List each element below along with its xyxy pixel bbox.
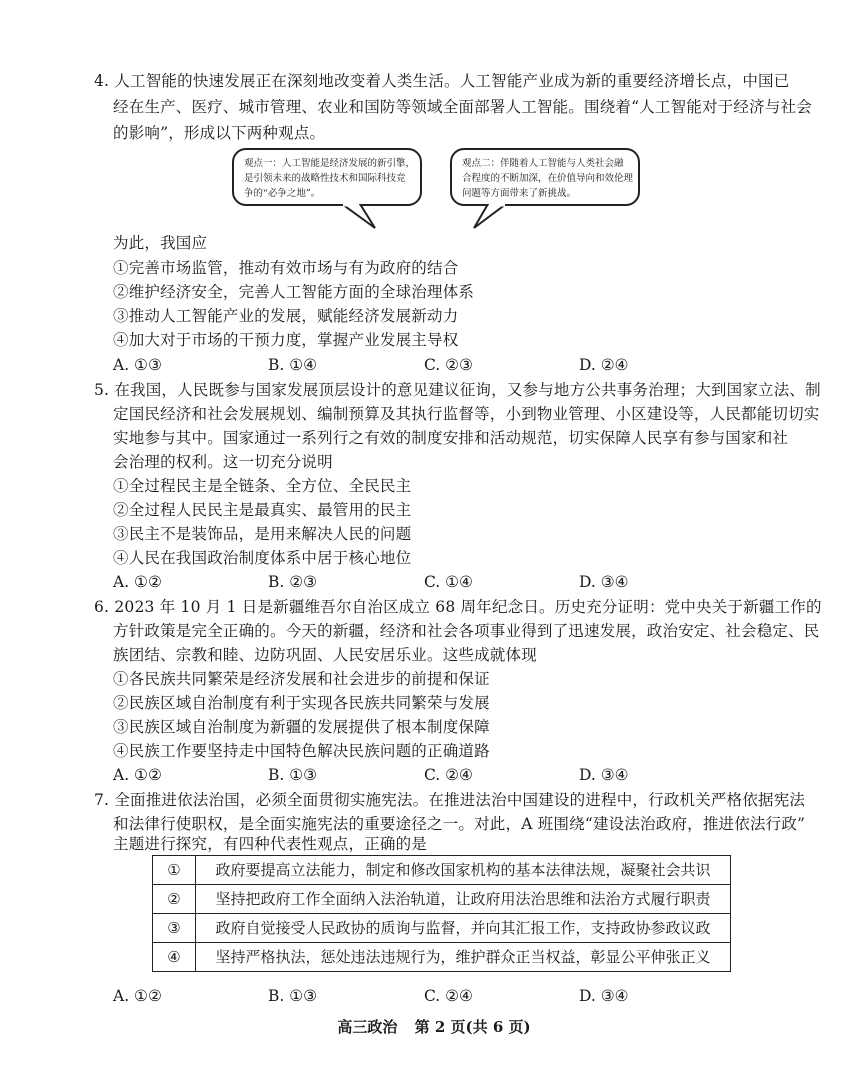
table-row-num: ③ [153, 914, 196, 943]
table-row-text: 坚持严格执法，惩处违法违规行为，维护群众正当权益，彰显公平伸张正义 [196, 943, 731, 972]
q5-stem-line-4: 会治理的权利。这一切充分说明 [113, 453, 333, 471]
footer-page-number: 第 2 页(共 6 页) [414, 1018, 531, 1036]
q4-options [113, 353, 733, 377]
viewpoint-2-line-3: 问题等方面带来了新挑战。 [462, 188, 577, 199]
q7-option-d[interactable]: D. ③④ [579, 987, 629, 1005]
q5-item-1: ①全过程民主是全链条、全方位、全民民主 [113, 477, 412, 495]
q5-options [113, 570, 733, 594]
q4-option-c[interactable]: C. ②③ [424, 356, 473, 374]
table-row [153, 914, 731, 943]
q4-option-d[interactable]: D. ②④ [579, 356, 629, 374]
q4-stem-line-3: 的影响”，形成以下两种观点。 [113, 124, 326, 142]
viewpoint-1-tail [340, 204, 380, 230]
table-row [153, 885, 731, 914]
q4-item-3: ③推动人工智能产业的发展，赋能经济发展新动力 [113, 307, 459, 325]
viewpoint-1-line-1: 观点一：人工智能是经济发展的新引擎， [244, 158, 416, 169]
q4-option-a[interactable]: A. ①③ [113, 356, 162, 374]
q7-stem-line-3: 主题进行探究，有四种代表性观点，正确的是 [113, 835, 428, 853]
viewpoint-1-line-2: 是引领未来的战略性技术和国际科技竞 [244, 173, 406, 184]
q7-viewpoints-table [152, 855, 731, 972]
q5-option-a[interactable]: A. ①② [113, 573, 162, 591]
q5-stem-line-3: 实地参与其中。国家通过一系列行之有效的制度安排和活动规范，切实保障人民享有参与国家和社 [113, 429, 789, 447]
table-row-text: 坚持把政府工作全面纳入法治轨道，让政府用法治思维和法治方式履行职责 [196, 885, 731, 914]
q4-stem-line-2: 经在生产、医疗、城市管理、农业和国防等领域全面部署人工智能。围绕着“人工智能对于经济与社会 [113, 98, 812, 116]
q5-stem-line-2: 定国民经济和社会发展规划、编制预算及其执行监督等，小到物业管理、小区建设等，人民都能切切实 [113, 405, 820, 423]
viewpoint-1-line-3: 争的“必争之地”。 [244, 188, 321, 199]
q6-item-2: ②民族区域自治制度有利于实现各民族共同繁荣与发展 [113, 694, 490, 712]
q6-stem-line-2: 方针政策是完全正确的。今天的新疆，经济和社会各项事业得到了迅速发展，政治安定、社会稳定、民 [113, 622, 820, 640]
table-row-num: ④ [153, 943, 196, 972]
q4-lead: 为此，我国应 [113, 234, 208, 252]
q7-option-b[interactable]: B. ①③ [268, 987, 318, 1005]
q6-item-4: ④民族工作要坚持走中国特色解决民族问题的正确道路 [113, 742, 490, 760]
q5-item-4: ④人民在我国政治制度体系中居于核心地位 [113, 549, 412, 567]
table-row-num: ① [153, 856, 196, 885]
q5-item-2: ②全过程人民民主是最真实、最管用的民主 [113, 501, 412, 519]
q5-item-3: ③民主不是装饰品，是用来解决人民的问题 [113, 525, 412, 543]
q4-item-4: ④加大对于市场的干预力度，掌握产业发展主导权 [113, 331, 459, 349]
q5-option-d[interactable]: D. ③④ [579, 573, 629, 591]
q6-stem-line-1: 6. 2023 年 10 月 1 日是新疆维吾尔自治区成立 68 周年纪念日。历史充分证明：党中央关于新疆工作的 [94, 598, 822, 616]
footer-subject: 高三政治 [337, 1018, 398, 1036]
q7-option-c[interactable]: C. ②④ [424, 987, 473, 1005]
q4-item-2: ②维护经济安全，完善人工智能方面的全球治理体系 [113, 283, 475, 301]
viewpoint-2-line-1: 观点二：伴随着人工智能与人类社会融 [462, 158, 624, 169]
q7-option-a[interactable]: A. ①② [113, 987, 162, 1005]
q6-item-3: ③民族区域自治制度为新疆的发展提供了根本制度保障 [113, 718, 490, 736]
viewpoint-1-bubble [232, 148, 422, 206]
q6-options [113, 763, 733, 787]
q4-item-1: ①完善市场监管，推动有效市场与有为政府的结合 [113, 259, 459, 277]
viewpoint-2-bubble [450, 148, 640, 206]
table-row [153, 943, 731, 972]
page-footer [0, 1016, 868, 1037]
q7-stem-line-1: 7. 全面推进依法治国，必须全面贯彻实施宪法。在推进法治中国建设的进程中，行政机关严格依据宪法 [94, 791, 806, 809]
table-row-text: 政府自觉接受人民政协的质询与监督，并向其汇报工作，支持政协参政议政 [196, 914, 731, 943]
viewpoint-2-line-2: 合程度的不断加深，在价值导向和效伦理 [462, 173, 634, 184]
q7-options [113, 984, 733, 1008]
q6-stem-line-3: 族团结、宗教和睦、边防巩固、人民安居乐业。这些成就体现 [113, 646, 537, 664]
table-row-text: 政府要提高立法能力，制定和修改国家机构的基本法律法规，凝聚社会共识 [196, 856, 731, 885]
q4-stem-line-1: 4. 人工智能的快速发展正在深刻地改变着人类生活。人工智能产业成为新的重要经济增长点，中国已 [94, 72, 790, 90]
q5-stem-line-1: 5. 在我国，人民既参与国家发展顶层设计的意见建议征询，又参与地方公共事务治理；大到国家立法、制 [94, 381, 821, 399]
q4-option-b[interactable]: B. ①④ [268, 356, 318, 374]
table-row-num: ② [153, 885, 196, 914]
q6-option-c[interactable]: C. ②④ [424, 766, 473, 784]
q6-option-b[interactable]: B. ①③ [268, 766, 318, 784]
q6-option-d[interactable]: D. ③④ [579, 766, 629, 784]
table-row [153, 856, 731, 885]
q5-option-c[interactable]: C. ①④ [424, 573, 473, 591]
q6-option-a[interactable]: A. ①② [113, 766, 162, 784]
q6-item-1: ①各民族共同繁荣是经济发展和社会进步的前提和保证 [113, 670, 490, 688]
q7-stem-line-2: 和法律行使职权，是全面实施宪法的重要途径之一。对此，A 班围绕“建设法治政府，推进依法行政” [113, 815, 806, 833]
viewpoint-2-tail [470, 204, 510, 230]
q5-option-b[interactable]: B. ②③ [268, 573, 318, 591]
